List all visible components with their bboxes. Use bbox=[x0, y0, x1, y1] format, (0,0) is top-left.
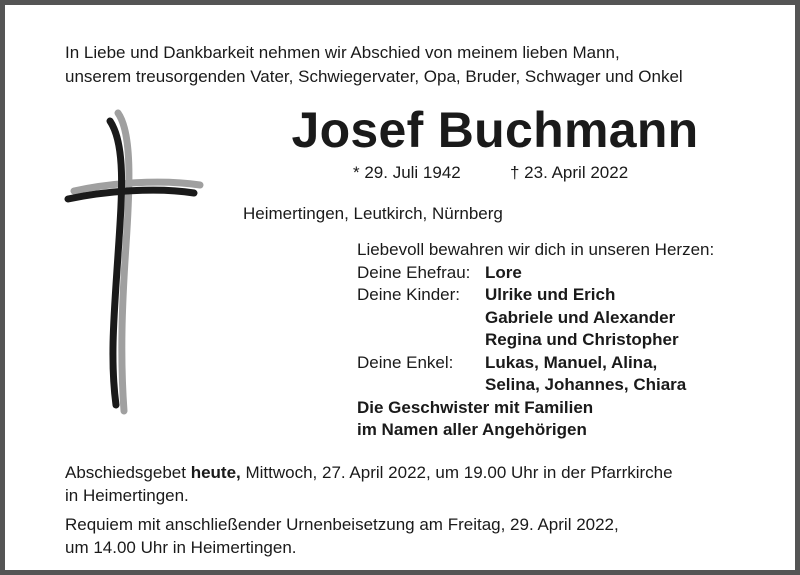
children-list bbox=[485, 284, 679, 352]
list-item: Lukas, Manuel, Alina, bbox=[485, 352, 658, 372]
list-item: Regina und Christopher bbox=[485, 330, 679, 349]
all-relatives-line: im Namen aller Angehörigen bbox=[357, 420, 587, 439]
deceased-name: Josef Buchmann bbox=[291, 102, 699, 158]
death-date: † 23. April 2022 bbox=[510, 163, 629, 182]
grandchildren-list bbox=[485, 352, 686, 397]
children-label: Deine Kinder: bbox=[357, 285, 461, 304]
motto: Liebevoll bewahren wir dich in unseren Herzen: bbox=[357, 240, 715, 259]
requiem-line-1: Requiem mit anschließender Urnenbeisetzung am Freitag, 29. April 2022, bbox=[65, 515, 619, 534]
prayer-prefix: Abschiedsgebet bbox=[65, 463, 191, 482]
wife-row bbox=[357, 262, 777, 285]
children-row bbox=[357, 284, 777, 352]
intro-line-1: In Liebe und Dankbarkeit nehmen wir Abschied von meinem lieben Mann, bbox=[65, 43, 620, 62]
requiem-line-2: um 14.00 Uhr in Heimertingen. bbox=[65, 538, 297, 557]
prayer-line-2: in Heimertingen. bbox=[65, 486, 189, 505]
service-details bbox=[65, 461, 765, 559]
wife-label: Deine Ehefrau: bbox=[357, 262, 471, 282]
prayer-paragraph bbox=[65, 461, 765, 507]
list-item: Ulrike und Erich bbox=[485, 285, 616, 304]
prayer-today: heute, bbox=[190, 463, 241, 482]
list-item: Selina, Johannes, Chiara bbox=[485, 375, 687, 394]
intro-text bbox=[65, 41, 765, 89]
birth-date: * 29. Juli 1942 bbox=[353, 163, 461, 182]
wife-name: Lore bbox=[485, 262, 522, 282]
list-item: Gabriele und Alexander bbox=[485, 307, 676, 327]
prayer-line-1 bbox=[65, 461, 765, 484]
grandchildren-row bbox=[357, 352, 777, 397]
grandchildren-label: Deine Enkel: bbox=[357, 352, 454, 372]
mourners-block bbox=[357, 239, 777, 442]
siblings-line: Die Geschwister mit Familien bbox=[357, 397, 594, 417]
requiem-paragraph bbox=[65, 513, 765, 559]
places-of-life: Heimertingen, Leutkirch, Nürnberg bbox=[243, 204, 503, 223]
cross-icon bbox=[60, 105, 210, 425]
intro-line-2: unserem treusorgenden Vater, Schwiegervater, Opa, Bruder, Schwager und Onkel bbox=[65, 67, 683, 86]
prayer-details: Mittwoch, 27. April 2022, um 19.00 Uhr in der Pfarrkirche bbox=[240, 463, 673, 482]
